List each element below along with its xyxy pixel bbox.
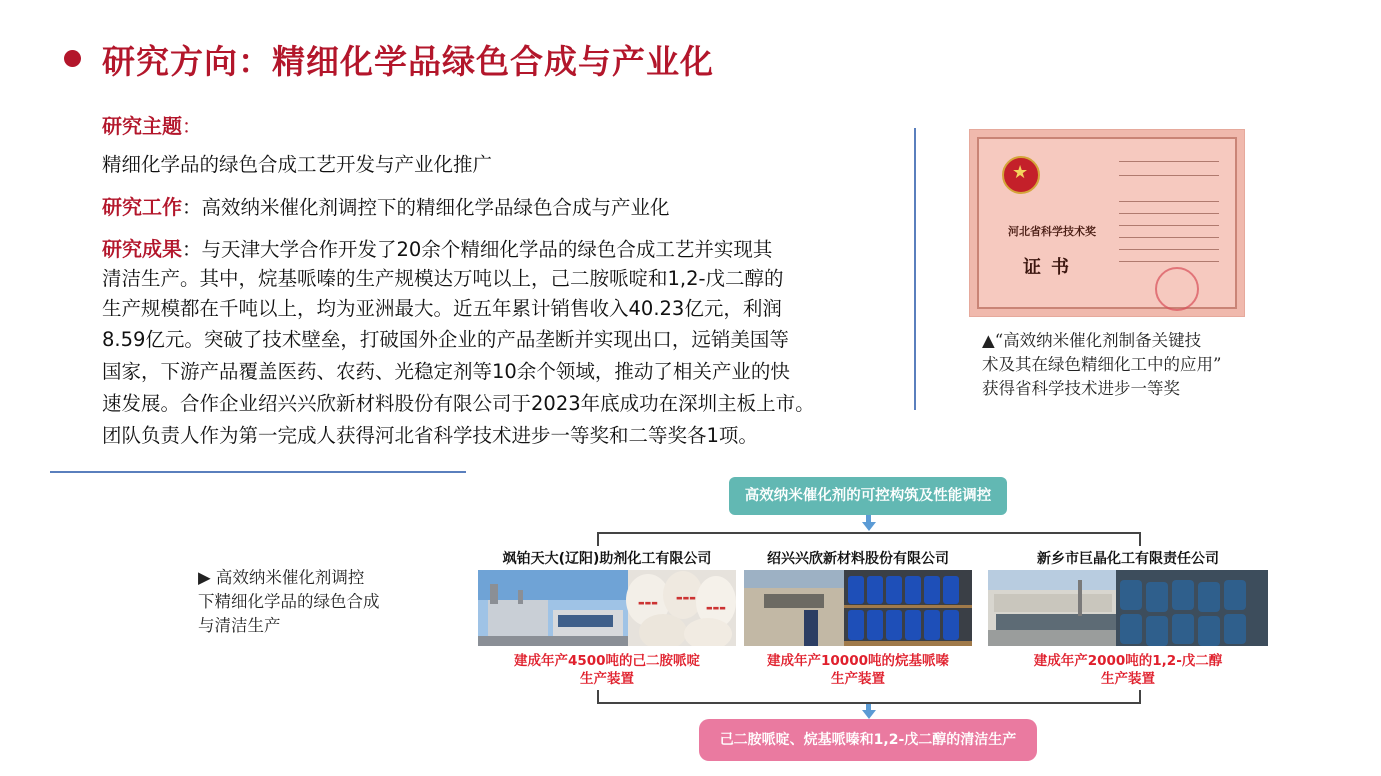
certificate-header: 河北省科学技术奖 <box>1008 225 1096 238</box>
work-row <box>102 191 670 224</box>
caption-line: 与清洁生产 <box>198 616 281 635</box>
work-label: 研究工作 <box>102 195 182 219</box>
drum-warehouse-photo <box>744 570 972 646</box>
page-title: 研究方向：精细化学品绿色合成与产业化 <box>102 42 714 81</box>
arrow-down-icon <box>862 710 876 719</box>
caption-line: 获得省科学技术进步一等奖 <box>982 379 1180 398</box>
result-line: 建成年产10000吨的烷基哌嗪 <box>767 653 949 669</box>
caption-line: ▲“高效纳米催化剂制备关键技 <box>982 331 1202 350</box>
seal-icon <box>1155 267 1199 311</box>
result-line: 团队负责人作为第一完成人获得河北省科学技术进步一等奖和二等奖各1项。 <box>102 424 758 447</box>
bottom-bracket <box>597 690 1141 704</box>
caption-line: 下精细化学品的绿色合成 <box>198 592 380 611</box>
result-line: 8.59亿元。突破了技术壁垒，打破国外企业的产品垄断并实现出口，远销美国等 <box>102 328 789 351</box>
result-line: 建成年产2000吨的1,2-戊二醇 <box>1033 653 1223 669</box>
topic-colon: ： <box>182 115 202 138</box>
top-bracket <box>597 532 1141 546</box>
caption-line: 术及其在绿色精细化工中的应用” <box>982 355 1222 374</box>
factory-photo <box>478 570 736 646</box>
company-name: 飒铂天大(辽阳)助剂化工有限公司 <box>502 551 712 567</box>
certificate-word: 证书 <box>1023 257 1079 278</box>
company-result <box>744 652 972 688</box>
topic-label: 研究主题 <box>102 114 182 138</box>
vertical-divider <box>914 128 916 410</box>
svg-text:▬▬▬: ▬▬▬ <box>706 604 726 612</box>
result-line: 生产规模都在千吨以上，均为亚洲最大。近五年累计销售收入40.23亿元，利润 <box>102 297 782 320</box>
company-name: 新乡市巨晶化工有限责任公司 <box>1037 551 1219 567</box>
result-line: 生产装置 <box>1101 671 1155 687</box>
flow-caption <box>198 566 380 638</box>
result-line: 建成年产4500吨的己二胺哌啶 <box>513 653 701 669</box>
arrow-down-icon <box>862 522 876 531</box>
caption-line: ▶ 高效纳米催化剂调控 <box>198 568 365 587</box>
plant-gate-photo <box>988 570 1268 646</box>
company-result <box>478 652 736 688</box>
result-line: 生产装置 <box>580 671 634 687</box>
topic-text: 精细化学品的绿色合成工艺开发与产业化推广 <box>102 153 493 176</box>
result-row-0 <box>102 233 772 266</box>
result-line: ：与天津大学合作开发了20余个精细化学品的绿色合成工艺并实现其 <box>182 238 773 261</box>
flow-top-box: 高效纳米催化剂的可控构筑及性能调控 <box>729 477 1007 515</box>
topic-row <box>102 110 202 143</box>
title-bullet <box>64 50 81 67</box>
company-result <box>988 652 1268 688</box>
flow-bottom-box: 己二胺哌啶、烷基哌嗪和1,2-戊二醇的清洁生产 <box>699 719 1037 761</box>
certificate-caption <box>982 329 1221 401</box>
result-line: 清洁生产。其中，烷基哌嗪的生产规模达万吨以上，己二胺哌啶和1,2-戊二醇的 <box>102 267 784 290</box>
result-line: 速发展。合作企业绍兴兴欣新材料股份有限公司于2023年底成功在深圳主板上市。 <box>102 392 815 415</box>
horizontal-divider <box>50 471 466 473</box>
national-emblem-icon: ★ <box>1002 156 1040 194</box>
result-line: 国家，下游产品覆盖医药、农药、光稳定剂等10余个领域，推动了相关产业的快 <box>102 360 790 383</box>
result-label: 研究成果 <box>102 237 182 261</box>
svg-text:▬▬▬: ▬▬▬ <box>676 594 696 602</box>
result-line: 生产装置 <box>831 671 885 687</box>
svg-text:▬▬▬: ▬▬▬ <box>638 599 658 607</box>
certificate-image <box>969 129 1245 317</box>
company-name: 绍兴兴欣新材料股份有限公司 <box>767 551 949 567</box>
work-text: ：高效纳米催化剂调控下的精细化学品绿色合成与产业化 <box>182 196 670 219</box>
